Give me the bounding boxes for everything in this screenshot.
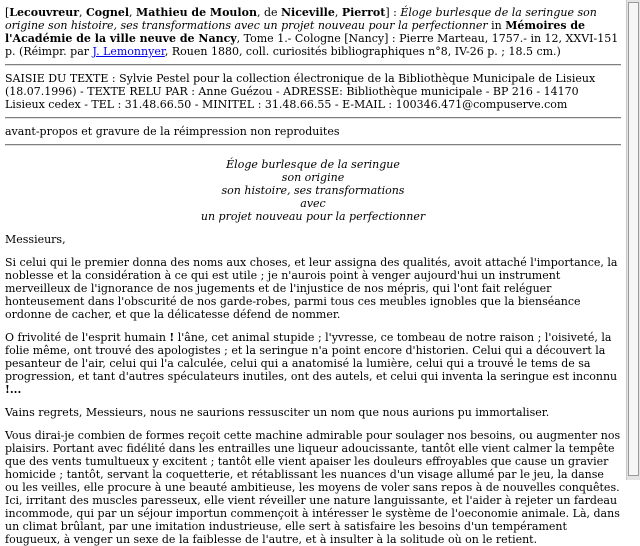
transcription-credits: SAISIE DU TEXTE : Sylvie Pestel pour la collection électronique de la Bibliothèque Municipale de Lisieux (18.07.1996) - TEXTE RELU PAR : Anne Guézou - ADRESSE: Bibliothèque municipale - BP 216 - 14170 Lisieux cedex - TEL : 31.48.66.50 - MINITEL : 31.48.66.55 - E-MAIL : 100346.471@compuserve.com — [5, 72, 596, 111]
author-lecouvreur: Lecouvreur — [9, 6, 80, 19]
publication-details-end: , Rouen 1880, coll. curiosités bibliographiques n°8, IV-26 p. ; 18.5 cm.) — [164, 45, 561, 58]
vertical-scrollbar[interactable] — [626, 0, 640, 480]
title-line: Éloge burlesque de la seringue — [226, 158, 400, 171]
author-pierrot: Pierrot — [341, 6, 386, 19]
journal-title: Mémoires de l'Académie de la ville neuve de Nancy — [5, 19, 586, 45]
paragraph: O frivolité de l'esprit humain ! l'âne, cet animal stupide ; l'yvresse, ce tombeau de notre raison ; l'oisiveté, la folie même, ont trouvé des apologistes ; et la seringue n'a point encore d'historien. Celui qui a découvert la pesanteur de l'air, celui qui l'a calculée, celui qui a anatomisé la lumière, celui qui a trouvé le tems de sa progression, et tant d'autres spéculateurs inutiles, ont des autels, et celui qui inventa la seringue est inconnu !... — [5, 331, 618, 396]
bibliographic-header: [Lecouvreur, Cognel, Mathieu de Moulon, de Niceville, Pierrot] : Éloge burlesque de la seringue son origine son histoire, ses transformations avec un projet nouveau pour la perfectionner in Mémoires de l'Académie de la ville neuve de Nancy, Tome 1.- Cologne [Nancy] : Pierre Marteau, 1757.- in 12, XXVI-151 p. (Réimpr. par J. Lemonnyer, Rouen 1880, coll. curiosités bibliographiques n°8, IV-26 p. ; 18.5 cm.) — [5, 6, 619, 58]
text-title — [5, 158, 621, 223]
title-line: son histoire, ses transformations — [221, 184, 405, 197]
title-line: un projet nouveau pour la perfectionner — [200, 210, 426, 223]
salutation: Messieurs, — [5, 233, 66, 246]
title-line: son origine — [281, 171, 345, 184]
divider — [5, 64, 621, 66]
title-line: avec — [300, 197, 326, 210]
paragraph: Si celui qui le premier donna des noms aux choses, et leur assigna des qualités, avoit attaché l'importance, la noblesse et la considération à ce qui est utile ; je n'aurois point à venger aujourd'hui un instrument merveilleux de l'ignorance de nos jugements et de l'injustice de nos mépris, qui l'ont fait reléguer honteusement dans l'obscurité de nos garde-robes, parmi tous ces meubles ignobles que la bienséance ordonne de cacher, et que la délicatesse défend de nommer. — [5, 256, 618, 321]
paragraph: Vous dirai-je combien de formes reçoit cette machine admirable pour soulager nos besoins, ou augmenter nos plaisirs. Portant avec fidélité dans les entrailles une liqueur adoucissante, tantôt elle vient calmer la tempête que des vents tumultueux y excitent ; tantôt elle vient apaiser les douleurs effroyables que cause un gravier homicide ; tantôt, servant la coquetterie, et rétablissant les nuances d'un visage allumé par le jeu, la danse ou les veilles, elle procure à une beauté ambitieuse, les moyens de voler sans repos à de nouvelles conquêtes. Ici, irritant des muscles paresseux, elle vient réveiller une nature languissante, et l'aider à rejeter un fardeau incommode, qui par un séjour importun commençoit à intéresser le système de l'oeconomie animale. Là, dans un climat brûlant, par une imitation industrieuse, elle sert à satisfaire les besoins d'un tempérament fougueux, à venger un sexe de la faiblesse de l'autre, et à insulter à la solitude où on le retient. — [5, 429, 621, 546]
author-cognel: Cognel — [86, 6, 130, 19]
author-niceville: Niceville — [281, 6, 335, 19]
edition-note: avant-propos et gravure de la réimpression non reproduites — [5, 125, 340, 138]
scrollbar-thumb[interactable] — [628, 2, 639, 476]
publication-details: , Tome 1.- Cologne [Nancy] : Pierre Marteau, 1757.- in 12, XXVI-151 p. (Réimpr. par — [5, 32, 619, 58]
author-mathieu-de-moulon: Mathieu de Moulon — [136, 6, 257, 19]
work-title: Éloge burlesque de la seringue son origine son histoire, ses transformations avec un projet nouveau pour la perfectionner — [5, 6, 597, 32]
paragraph: Vains regrets, Messieurs, nous ne saurions ressusciter un nom que nous aurions pu immortaliser. — [5, 406, 550, 419]
reprint-publisher-link[interactable]: J. Lemonnyer — [92, 45, 165, 58]
divider — [5, 144, 621, 146]
bracket-close: ] : — [385, 6, 401, 19]
bracket-open: [ — [5, 6, 10, 19]
divider — [5, 117, 621, 119]
